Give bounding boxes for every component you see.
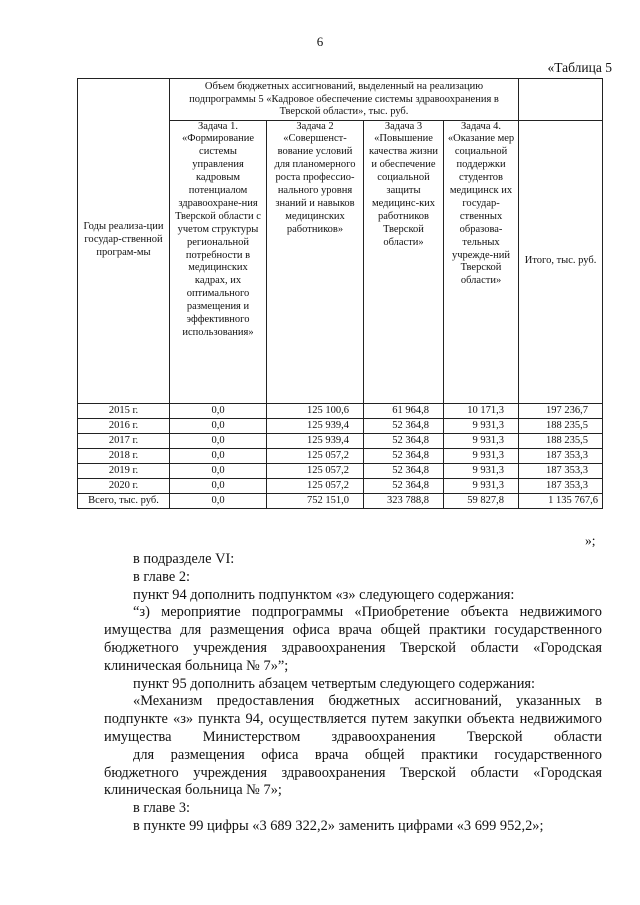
cell-task-1: 0,0 — [170, 478, 267, 493]
table-row — [78, 418, 603, 433]
table-row — [78, 433, 603, 448]
budget-table — [77, 78, 603, 509]
total-task-3: 323 788,8 — [364, 493, 444, 508]
paragraph: для размещения офиса врача общей практики государственного бюджетного учреждения здравоохранения Тверской области «Городская клиническая больница № 7»; — [104, 746, 602, 799]
total-task-1: 0,0 — [170, 493, 267, 508]
cell-total: 197 236,7 — [519, 403, 603, 418]
header-task-1: Задача 1. «Формирование системы управления кадровым потенциалом здравоохране-ния Тверской области с учетом структуры региональной потребности в медицинских кадрах, их оптимального размещения и эффективного использования» — [170, 120, 267, 403]
table-row — [78, 463, 603, 478]
cell-task-2: 125 057,2 — [267, 448, 364, 463]
row-year: 2015 г. — [78, 403, 170, 418]
cell-task-4: 9 931,3 — [444, 463, 519, 478]
total-label: Всего, тыс. руб. — [78, 493, 170, 508]
cell-task-1: 0,0 — [170, 448, 267, 463]
cell-task-2: 125 100,6 — [267, 403, 364, 418]
table-row — [78, 478, 603, 493]
paragraph: в главе 2: — [133, 568, 191, 585]
paragraph: пункт 95 дополнить абзацем четвертым следующего содержания: — [133, 675, 536, 692]
body-text — [104, 551, 602, 836]
paragraph: в главе 3: — [133, 800, 191, 817]
paragraph: пункт 94 дополнить подпунктом «з» следующего содержания: — [133, 586, 515, 603]
cell-task-3: 52 364,8 — [364, 448, 444, 463]
cell-total: 187 353,3 — [519, 478, 603, 493]
paragraph: “з) мероприятие подпрограммы «Приобретение объекта недвижимого имущества для размещения офиса врача общей практики государственного бюджетного учреждения здравоохранения Тверской области «Городская клиническая больница № 7»”; — [104, 604, 602, 674]
cell-task-2: 125 939,4 — [267, 418, 364, 433]
cell-task-4: 10 171,3 — [444, 403, 519, 418]
table-close-quote: »; — [585, 533, 596, 548]
header-years: Годы реализа-ции государ-ственной програм-мы — [78, 79, 170, 404]
row-year: 2019 г. — [78, 463, 170, 478]
cell-task-3: 52 364,8 — [364, 478, 444, 493]
cell-task-3: 52 364,8 — [364, 463, 444, 478]
header-task-3: Задача 3 «Повышение качества жизни и обеспечение социальной защиты медицинс-ких работников Тверской области» — [364, 120, 444, 403]
page-number: 6 — [316, 34, 324, 49]
paragraph: в пункте 99 цифры «3 689 322,2» заменить цифрами «3 699 952,2»; — [133, 817, 544, 834]
cell-total: 188 235,5 — [519, 418, 603, 433]
cell-task-2: 125 939,4 — [267, 433, 364, 448]
cell-total: 188 235,5 — [519, 433, 603, 448]
cell-task-4: 9 931,3 — [444, 448, 519, 463]
cell-task-2: 125 057,2 — [267, 463, 364, 478]
cell-task-2: 125 057,2 — [267, 478, 364, 493]
header-task-2: Задача 2 «Совершенст-вование условий для планомерного роста профессио-нального уровня знаний и навыков медицинских работников» — [267, 120, 364, 403]
total-grand: 1 135 767,6 — [519, 493, 603, 508]
cell-task-1: 0,0 — [170, 418, 267, 433]
table-total-row — [78, 493, 603, 508]
cell-task-3: 61 964,8 — [364, 403, 444, 418]
cell-task-4: 9 931,3 — [444, 418, 519, 433]
cell-task-3: 52 364,8 — [364, 418, 444, 433]
paragraph: в подразделе VI: — [133, 551, 235, 567]
cell-task-4: 9 931,3 — [444, 433, 519, 448]
row-year: 2016 г. — [78, 418, 170, 433]
total-task-4: 59 827,8 — [444, 493, 519, 508]
total-task-2: 752 151,0 — [267, 493, 364, 508]
table-caption: «Таблица 5 — [547, 60, 612, 75]
cell-task-4: 9 931,3 — [444, 478, 519, 493]
header-total-top — [519, 79, 603, 121]
cell-task-1: 0,0 — [170, 403, 267, 418]
cell-total: 187 353,3 — [519, 463, 603, 478]
table-row — [78, 448, 603, 463]
row-year: 2018 г. — [78, 448, 170, 463]
row-year: 2017 г. — [78, 433, 170, 448]
cell-task-1: 0,0 — [170, 433, 267, 448]
cell-total: 187 353,3 — [519, 448, 603, 463]
cell-task-1: 0,0 — [170, 463, 267, 478]
header-total: Итого, тыс. руб. — [519, 120, 603, 403]
cell-task-3: 52 364,8 — [364, 433, 444, 448]
paragraph: «Механизм предоставления бюджетных ассигнований, указанных в подпункте «з» пункта 94, осуществляется путем закупки объекта недвижимого имущества Министерством здравоохранения Тверской области — [104, 693, 602, 745]
table-row — [78, 403, 603, 418]
header-budget: Объем бюджетных ассигнований, выделенный на реализацию подпрограммы 5 «Кадровое обеспечение системы здравоохранения в Тверской области», тыс. руб. — [170, 79, 519, 121]
row-year: 2020 г. — [78, 478, 170, 493]
header-task-4: Задача 4. «Оказание мер социальной поддержки студентов медицинск их государ-ственных образова-тельных учрежде-ний Тверской области» — [444, 120, 519, 403]
